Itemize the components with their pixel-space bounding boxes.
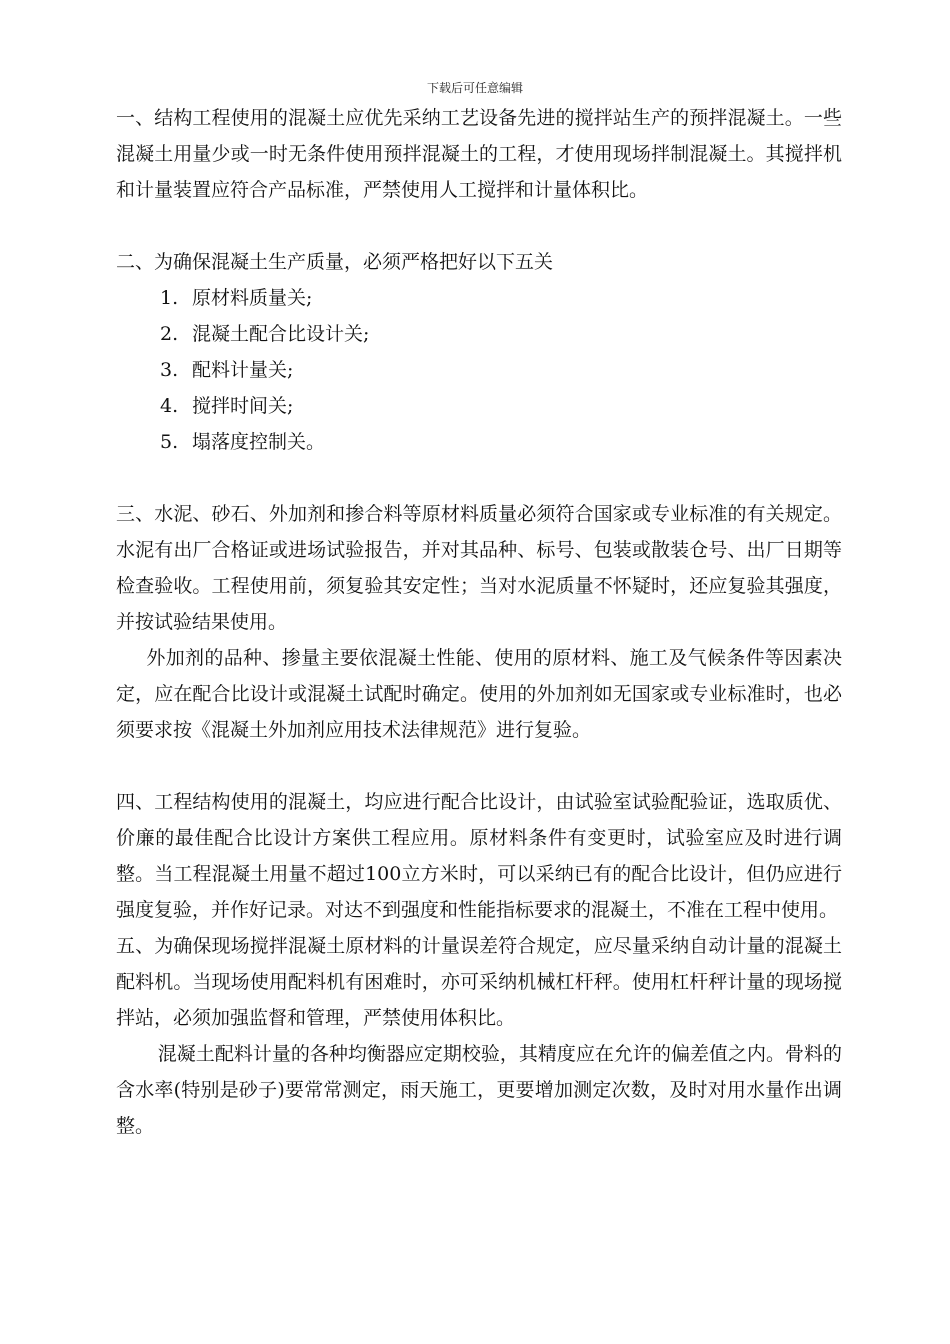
section-2-list — [116, 280, 842, 460]
section-1: 一、结构工程使用的混凝土应优先采纳工艺设备先进的搅拌站生产的预拌混凝土。一些混凝土用量少或一时无条件使用预拌混凝土的工程，才使用现场拌制混凝土。其搅拌机和计量装置应符合产品标准，严禁使用人工搅拌和计量体积比。 — [116, 107, 842, 201]
section-5-paragraph-1: 五、为确保现场搅拌混凝土原材料的计量误差符合规定，应尽量采纳自动计量的混凝土配料机。当现场使用配料机有困难时，亦可采纳机械杠杆秤。使用杠杆秤计量的现场搅拌站，必须加强监督和管理，严禁使用体积比。 — [116, 935, 842, 1029]
list-text: 塌落度控制关。 — [192, 431, 326, 453]
page-header: 下载后可任意编辑 — [426, 81, 523, 95]
list-text: 原材料质量关; — [192, 287, 313, 309]
list-item — [116, 352, 842, 388]
list-item — [116, 388, 842, 424]
list-item — [116, 280, 842, 316]
section-4: 四、工程结构使用的混凝土，均应进行配合比设计，由试验室试验配验证，选取质优、价廉的最佳配合比设计方案供工程应用。原材料条件有变更时，试验室应及时进行调整。当工程混凝土用量不超过100立方米时，可以采纳已有的配合比设计，但仍应进行强度复验，并作好记录。对达不到强度和性能指标要求的混凝土，不准在工程中使用。 — [116, 791, 842, 921]
list-number: 3. — [160, 359, 179, 381]
list-number: 1. — [160, 287, 179, 309]
section-3-paragraph-1: 三、水泥、砂石、外加剂和掺合料等原材料质量必须符合国家或专业标准的有关规定。水泥有出厂合格证或进场试验报告，并对其品种、标号、包装或散装仓号、出厂日期等检查验收。工程使用前，须复验其安定性；当对水泥质量不怀疑时，还应复验其强度，并按试验结果使用。 — [116, 503, 842, 633]
spacer — [116, 748, 842, 784]
section-2-title: 二、为确保混凝土生产质量，必须严格把好以下五关 — [116, 251, 554, 273]
list-number: 5. — [160, 431, 179, 453]
section-5-paragraph-2: 混凝土配料计量的各种均衡器应定期校验，其精度应在允许的偏差值之内。骨料的含水率(特别是砂子)要常常测定，雨天施工，更要增加测定次数，及时对用水量作出调整。 — [116, 1043, 842, 1137]
section-3-paragraph-2: 外加剂的品种、掺量主要依混凝土性能、使用的原材料、施工及气候条件等因素决定，应在配合比设计或混凝土试配时确定。使用的外加剂如无国家或专业标准时，也必须要求按《混凝土外加剂应用技术法律规范》进行复验。 — [116, 647, 842, 741]
list-text: 搅拌时间关; — [192, 395, 294, 417]
list-text: 混凝土配合比设计关; — [192, 323, 370, 345]
list-number: 4. — [160, 395, 179, 417]
list-item — [116, 316, 842, 352]
spacer — [116, 460, 842, 496]
list-item — [116, 424, 842, 460]
document-body — [116, 100, 842, 1144]
list-number: 2. — [160, 323, 179, 345]
list-text: 配料计量关; — [192, 359, 294, 381]
spacer — [116, 208, 842, 244]
